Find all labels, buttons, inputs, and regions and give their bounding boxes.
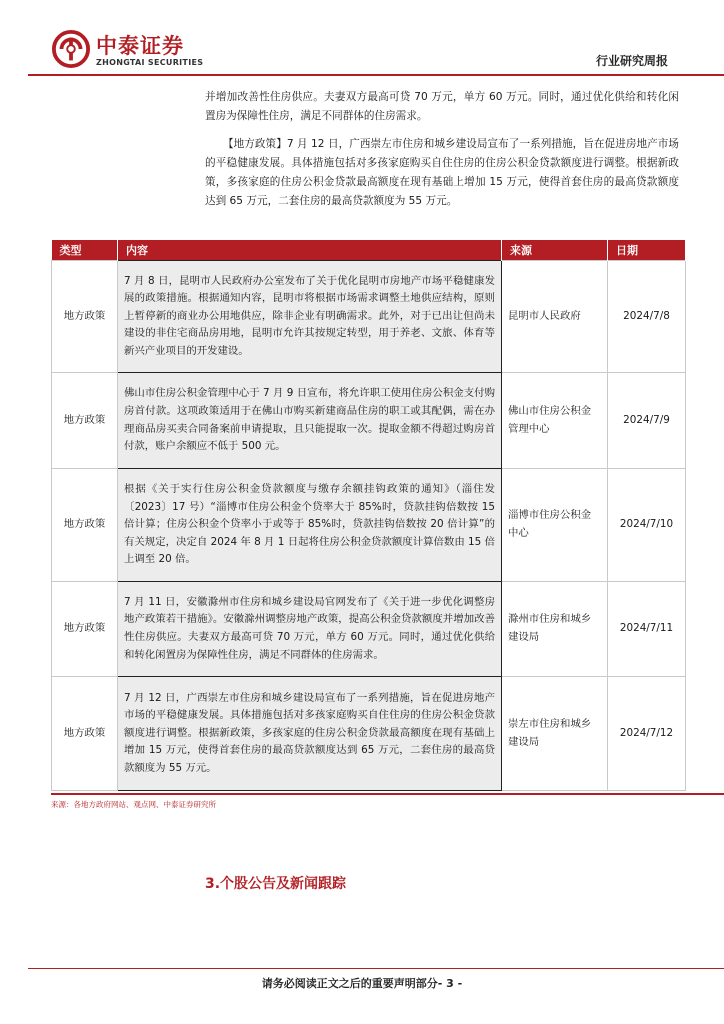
footer-divider [28, 968, 724, 969]
cell-content: 7 月 12 日，广西崇左市住房和城乡建设局宣布了一系列措施，旨在促进房地产市场的平稳健康发展。具体措施包括对多孩家庭购买自住住房的住房公积金贷款额度进行调整。根据新政策，多孩家庭的住房公积金贷款最高额度在现有基础上增加 15 万元，使得首套住房的最高贷款额度达到 65 万元，二套住房的最高贷款额度为 55 万元。 [118, 677, 502, 791]
page-header [0, 0, 724, 80]
cell-date: 2024/7/10 [608, 469, 686, 582]
table-row [52, 582, 686, 677]
cell-type: 地方政策 [52, 261, 118, 373]
page-footer: 请务必阅读正文之后的重要声明部分- 3 - [261, 977, 463, 990]
cell-source: 昆明市人民政府 [502, 261, 608, 373]
body-paragraph-2 [205, 135, 679, 211]
column-header-source: 来源 [502, 240, 608, 261]
paragraph-text: 7 月 12 日，广西崇左市住房和城乡建设局宣布了一系列措施，旨在促进房地产市场的平稳健康发展。具体措施包括对多孩家庭购买自住住房的住房公积金贷款额度进行调整。根据新政策，多孩家庭的住房公积金贷款最高额度在现有基础上增加 15 万元，使得首套住房的最高贷款额度达到 65 万元，二套住房的最高贷款额度为 55 万元。 [205, 138, 679, 207]
cell-content: 根据《关于实行住房公积金贷款额度与缴存余额挂钩政策的通知》（淄住发〔2023〕17 号）“淄博市住房公积金个贷率大于 85%时，贷款挂钩倍数按 15 倍计算；住房公积金个贷率小于或等于 85%时，贷款挂钩倍数按 20 倍计算”的有关规定，决定自 2024 年 8 月 1 日起将住房公积金贷款额度计算倍数由 15 倍上调至 20 倍。 [118, 469, 502, 582]
cell-content: 7 月 11 日，安徽滁州市住房和城乡建设局官网发布了《关于进一步优化调整房地产政策若干措施》。安徽滁州调整房地产政策，提高公积金贷款额度并增加改善性住房供应。夫妻双方最高可贷 70 万元，单方 60 万元。同时，通过优化供给和转化闲置房为保障性住房，满足不同群体的住房需求。 [118, 582, 502, 677]
company-name-en: ZHONGTAI SECURITIES [96, 58, 204, 67]
cell-type: 地方政策 [52, 677, 118, 791]
cell-date: 2024/7/11 [608, 582, 686, 677]
cell-content: 佛山市住房公积金管理中心于 7 月 9 日宣布，将允许职工使用住房公积金支付购房首付款。这项政策适用于在佛山市购买新建商品住房的职工或其配偶，需在办理商品房买卖合同备案前申请提取，且只能提取一次。提取金额不得超过购房首付款，账户余额应不低于 500 元。 [118, 373, 502, 469]
table-row [52, 469, 686, 582]
cell-source: 佛山市住房公积金管理中心 [502, 373, 608, 469]
cell-date: 2024/7/12 [608, 677, 686, 791]
cell-type: 地方政策 [52, 373, 118, 469]
policy-table [51, 240, 686, 791]
cell-type: 地方政策 [52, 469, 118, 582]
column-header-type: 类型 [52, 240, 118, 261]
table-row [52, 261, 686, 373]
cell-source: 滁州市住房和城乡建设局 [502, 582, 608, 677]
company-name-cn: 中泰证券 [96, 34, 184, 58]
table-source-note: 来源：各地方政府网站、观点网、中泰证券研究所 [51, 800, 216, 809]
table-row [52, 677, 686, 791]
paragraph-tag: 【地方政策】 [223, 138, 287, 150]
cell-type: 地方政策 [52, 582, 118, 677]
column-header-date: 日期 [608, 240, 686, 261]
table-bottom-divider [51, 793, 724, 795]
zhongtai-logo-icon [52, 30, 90, 68]
body-paragraph-1: 并增加改善性住房供应。夫妻双方最高可贷 70 万元，单方 60 万元。同时，通过优化供给和转化闲置房为保障性住房，满足不同群体的住房需求。 [205, 91, 679, 122]
header-divider [28, 74, 724, 76]
column-header-content: 内容 [118, 240, 502, 261]
section-heading: 3.个股公告及新闻跟踪 [205, 876, 347, 892]
cell-date: 2024/7/8 [608, 261, 686, 373]
cell-content: 7 月 8 日，昆明市人民政府办公室发布了关于优化昆明市房地产市场平稳健康发展的政策措施。根据通知内容，昆明市将根据市场需求调整土地供应结构，原则上暂停新的商业办公用地供应，除非企业有明确需求。此外，对于已出让但尚未建设的非住宅商品房用地，昆明市允许其按规定转型，用于养老、文旅、体育等新兴产业项目的开发建设。 [118, 261, 502, 373]
cell-source: 崇左市住房和城乡建设局 [502, 677, 608, 791]
table-row [52, 373, 686, 469]
cell-date: 2024/7/9 [608, 373, 686, 469]
cell-source: 淄博市住房公积金中心 [502, 469, 608, 582]
report-type-label: 行业研究周报 [595, 54, 668, 68]
table-header-row [52, 240, 686, 261]
